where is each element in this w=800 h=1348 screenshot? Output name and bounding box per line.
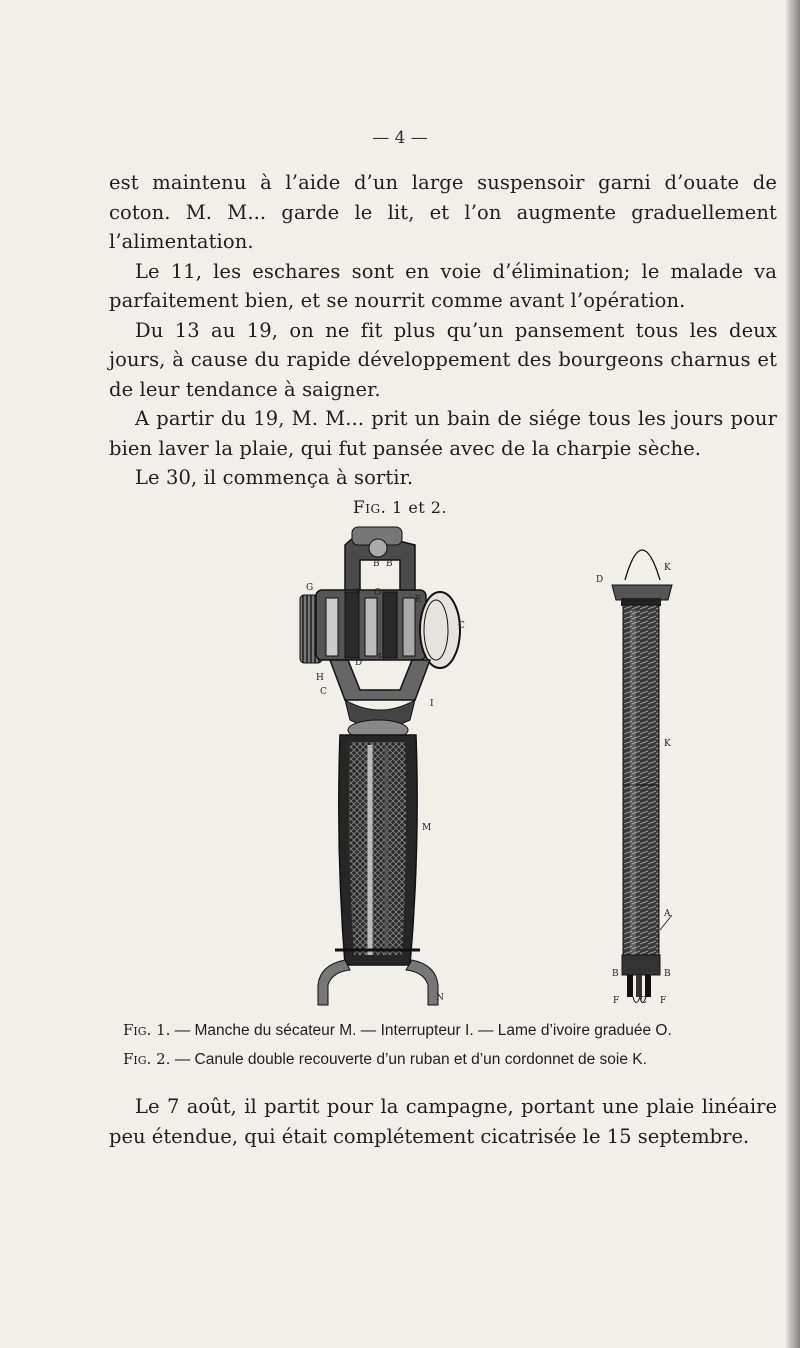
caption-fig-1-text: — Manche du sécateur M. — Interrupteur I. — Lame d’ivoire graduée O. xyxy=(174,1022,672,1039)
closing-text xyxy=(109,1092,777,1151)
figure-title-prefix: Fig. xyxy=(352,498,387,518)
fig2-label-f-right: F xyxy=(660,996,667,1006)
paragraph-1: est maintenu à l’aide d’un large suspensoir garni d’ouate de coton. M. M... garde le lit, et l’on augmente graduellement l’alimentation. xyxy=(109,171,777,253)
fig1-label-b2: B xyxy=(386,559,393,569)
fig2-label-a: A xyxy=(664,909,671,919)
fig2-label-b-left: B xyxy=(612,969,619,979)
page-number: — 4 — xyxy=(372,128,428,148)
fig2-double-cannula xyxy=(612,550,672,1003)
fig2-label-f-left: F xyxy=(613,996,620,1006)
fig1-label-b1: B xyxy=(373,559,380,569)
fig1-label-b3: B xyxy=(378,653,385,663)
fig1-label-o: O xyxy=(374,588,382,598)
caption-fig-1-number: Fig. 1. xyxy=(123,1021,171,1039)
figure-title-numbers: 1 et 2. xyxy=(392,498,448,517)
fig2-label-d: D xyxy=(596,575,604,585)
fig1-label-m: M xyxy=(422,823,432,833)
fig2-label-k-top: K xyxy=(664,563,671,573)
fig1-label-c-left: C xyxy=(320,687,327,697)
fig2-label-b-right: B xyxy=(664,969,671,979)
fig1-label-g: G xyxy=(306,583,314,593)
fig1-label-c-right: C xyxy=(458,621,465,631)
paragraph-3: Du 13 au 19, on ne fit plus qu’un pansement tous les deux jours, à cause du rapide développement des bourgeons charnus et de leur tendance à saigner. xyxy=(109,318,777,401)
fig1-label-i: I xyxy=(430,699,434,709)
fig1-label-e: E xyxy=(415,595,422,605)
caption-fig-2 xyxy=(109,1045,777,1074)
fig1-label-h: H xyxy=(316,673,324,683)
fig2-label-k-middle: K xyxy=(664,739,671,749)
paragraph-4: A partir du 19, M. M... prit un bain de siége tous les jours pour bien laver la plaie, qui fut pansée avec de la charpie sèche. xyxy=(109,407,777,460)
fig1-label-f: F xyxy=(355,588,362,598)
fig1-label-n: N xyxy=(436,993,444,1003)
caption-fig-2-text: — Canule double recouverte d’un ruban et d’un cordonnet de soie K. xyxy=(174,1051,647,1068)
paragraph-5: Le 30, il commença à sortir. xyxy=(135,466,414,489)
fig1-label-d: D xyxy=(355,658,363,668)
caption-fig-1 xyxy=(109,1016,777,1045)
figure-captions xyxy=(109,1016,777,1074)
fig1-secateur-handle xyxy=(300,527,460,1005)
fig2-label-c: C xyxy=(640,996,647,1006)
paragraph-2: Le 11, les eschares sont en voie d’élimination; le malade va parfaitement bien, et se nourrit comme avant l’opération. xyxy=(109,259,777,312)
closing-paragraph: Le 7 août, il partit pour la campagne, portant une plaie linéaire peu étendue, qui était complétement cicatrisée le 15 septembre. xyxy=(109,1095,777,1148)
caption-fig-2-number: Fig. 2. xyxy=(123,1050,171,1068)
